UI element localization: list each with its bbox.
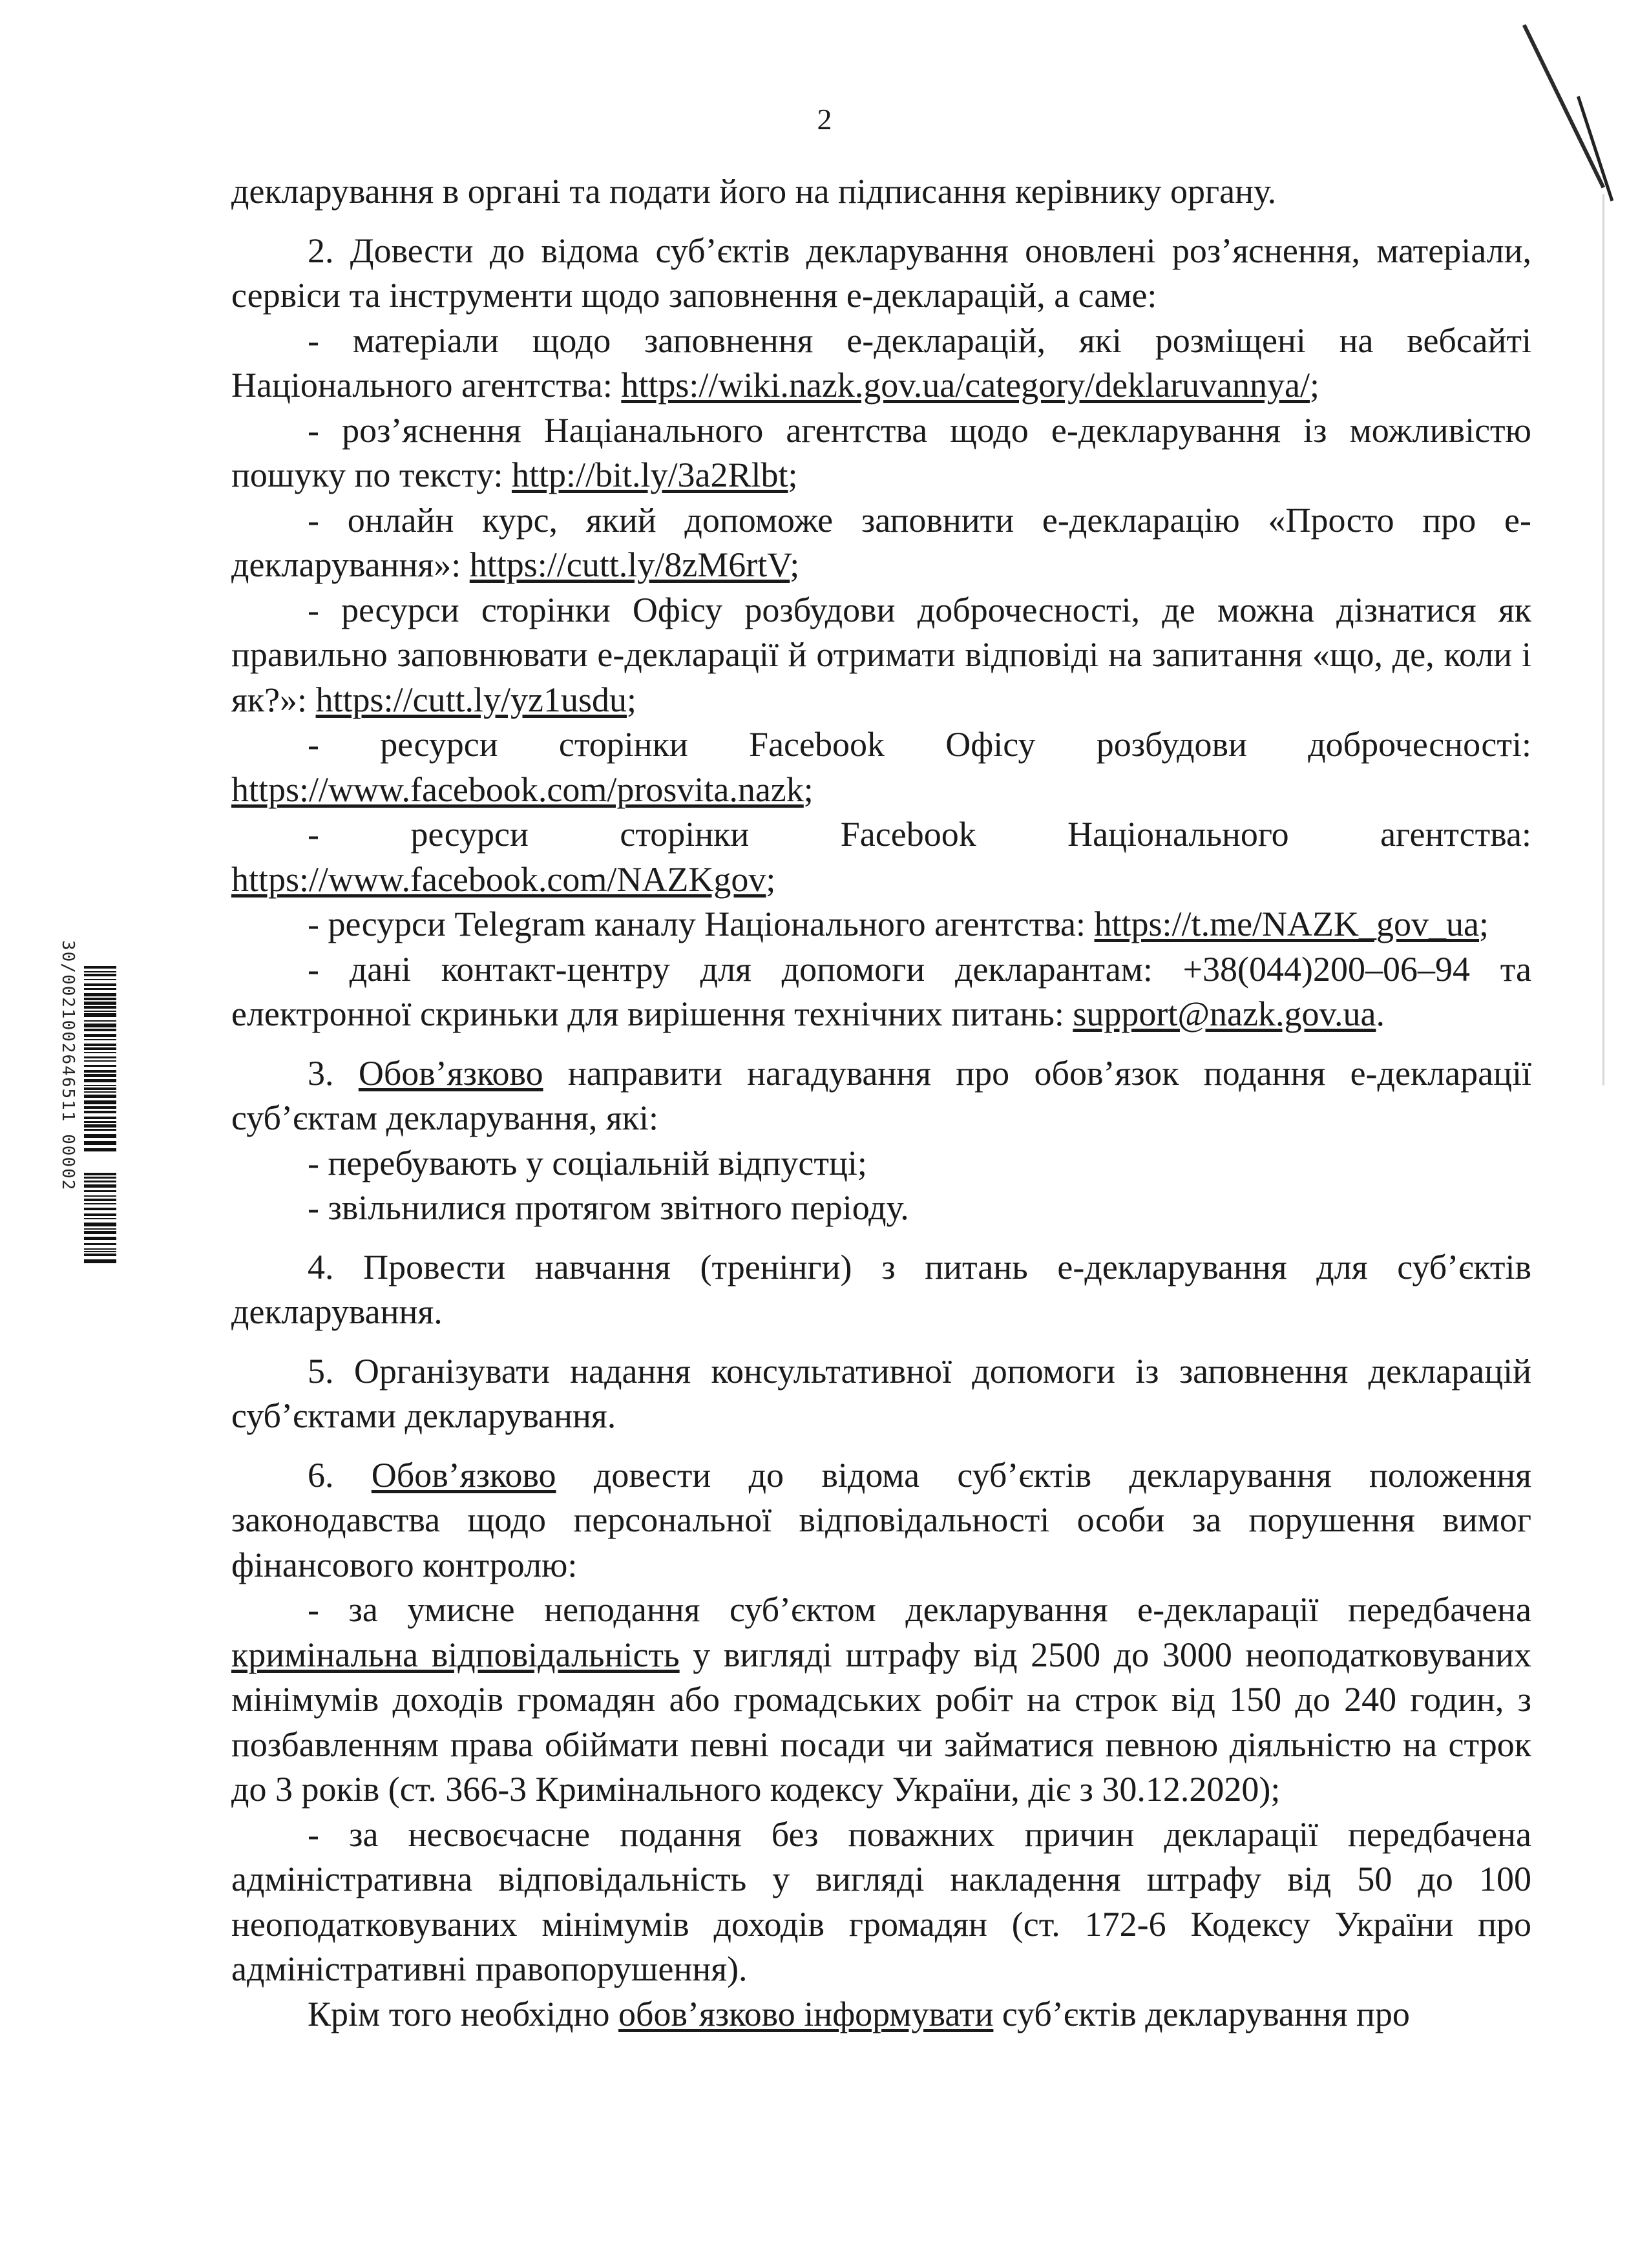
paragraph-text: довести до відома суб’єктів декларування положення законодавства щодо персональної відповідальності особи за порушення вимог фінансового контролю: — [231, 1455, 1531, 1584]
paragraph-text: ; — [1310, 366, 1320, 404]
paragraph-text: 6. — [308, 1455, 372, 1495]
paragraph — [231, 812, 1531, 902]
paragraph — [231, 408, 1531, 498]
paragraph-text: ; — [803, 770, 814, 809]
document-link[interactable]: https://cutt.ly/yz1usdu — [315, 680, 627, 719]
paragraph-text: 2. Довести до відома суб’єктів декларування оновлені роз’яснення, матеріали, сервіси та інструменти щодо заповнення е-декларацій, а саме: — [231, 231, 1531, 315]
paragraph — [231, 947, 1531, 1037]
paragraph — [231, 1453, 1531, 1588]
paragraph-text: ; — [1478, 905, 1489, 943]
document-link[interactable]: http://bit.ly/3a2Rlbt — [511, 456, 788, 494]
paragraph — [231, 1141, 1531, 1186]
document-link[interactable]: https://cutt.ly/8zM6rtV — [469, 545, 790, 584]
paragraph-text: - роз’яснення Націанального агентства щодо е-декларування із можливістю пошуку по тексту: — [231, 410, 1531, 494]
paragraph — [231, 1588, 1531, 1812]
paragraph-text: - дані контакт-центру для допомоги декларантам: +38(044)200–06–94 та електронної скриньки для вирішення технічних питань: — [231, 949, 1531, 1033]
paragraph — [231, 169, 1531, 215]
underlined-text: Обов’язково — [371, 1455, 556, 1495]
document-body — [231, 169, 1531, 2037]
paragraph — [231, 1051, 1531, 1141]
paragraph-text: 3. — [308, 1053, 359, 1093]
paragraph — [231, 1992, 1531, 2037]
paragraph-text: - онлайн курс, який допоможе заповнити е-декларацію «Просто про е-декларування»: — [231, 500, 1531, 584]
paragraph-text: - матеріали щодо заповнення е-декларацій, які розміщені на вебсайті Національного агентства: — [231, 320, 1531, 404]
paragraph — [231, 498, 1531, 588]
paragraph-text: ; — [788, 456, 798, 494]
page-number: 2 — [817, 103, 832, 136]
barcode-number: 30/0021002646511 00002 — [58, 940, 78, 1192]
paragraph-text: - ресурси Telegram каналу Національного агентства: — [308, 905, 1095, 943]
underlined-text: обов’язково інформувати — [618, 1994, 994, 2033]
paragraph-text: ; — [627, 680, 637, 719]
paragraph-text: направити нагадування про обов’язок подання е-декларації суб’єктам декларування, які: — [231, 1053, 1531, 1137]
paragraph — [231, 722, 1531, 812]
paragraph-text: - ресурси сторінки Офісу розбудови доброчесності, де можна дізнатися як правильно заповнювати е-декларації й отримати відповіді на запитання «що, де, коли і як?»: — [231, 590, 1531, 719]
paragraph-text: - ресурси сторінки Facebook Офісу розбудови доброчесності: — [308, 725, 1531, 764]
paragraph — [231, 902, 1531, 947]
paragraph-text: - за несвоєчасне подання без поважних причин декларації передбачена адміністративна відповідальність у вигляді накладення штрафу від 50 до 100 неоподатковуваних мінімумів доходів громадян (ст. 172-6 Кодексу України про адміністративні правопорушення). — [231, 1814, 1531, 1988]
paragraph-text: - ресурси сторінки Facebook Національного агентства: — [308, 815, 1531, 854]
paragraph-text: декларування в органі та подати його на підписання керівнику органу. — [231, 172, 1277, 211]
paragraph — [231, 1245, 1531, 1335]
paragraph-text: 5. Організувати надання консультативної допомоги із заповнення декларацій суб’єктами декларування. — [231, 1351, 1531, 1435]
paragraph-text: ; — [766, 859, 776, 899]
paragraph-text: Крім того необхідно — [308, 1994, 619, 2033]
paragraph-text: у вигляді штрафу від 2500 до 3000 неоподатковуваних мінімумів доходів громадян або громадських робіт на строк від 150 до 240 годин, з позбавленням права обіймати певні посади чи займатися певною діяльністю на строк до 3 років (ст. 366-3 Кримінального кодексу України, діє з 30.12.2020); — [231, 1635, 1531, 1809]
paragraph-text: - за умисне неподання суб’єктом декларування е-декларації передбачена — [308, 1590, 1531, 1629]
document-link[interactable]: https://wiki.nazk.gov.ua/category/deklaruvannya/ — [621, 366, 1310, 404]
paragraph — [231, 229, 1531, 319]
paragraph-text: - звільнилися протягом звітного періоду. — [308, 1188, 909, 1227]
paragraph — [231, 1186, 1531, 1231]
scan-edge-mark — [1602, 194, 1604, 1086]
paragraph — [231, 319, 1531, 408]
paragraph-text: - перебувають у соціальній відпустці; — [308, 1143, 867, 1182]
paragraph — [231, 588, 1531, 723]
document-link[interactable]: https://www.facebook.com/prosvita.nazk — [231, 770, 804, 809]
document-link[interactable]: support@nazk.gov.ua — [1073, 994, 1376, 1033]
paragraph — [231, 1812, 1531, 1992]
underlined-text: Обов’язково — [358, 1053, 543, 1093]
underlined-text: кримінальна відповідальність — [231, 1635, 680, 1674]
paragraph-text: 4. Провести навчання (тренінги) з питань е-декларування для суб’єктів декларування. — [231, 1247, 1531, 1331]
paragraph — [231, 1349, 1531, 1439]
document-link[interactable]: https://www.facebook.com/NAZKgov — [231, 859, 766, 899]
paragraph-text: суб’єктів декларування про — [993, 1994, 1410, 2033]
paragraph-text: . — [1376, 994, 1385, 1033]
document-link[interactable]: https://t.me/NAZK_gov_ua — [1094, 905, 1479, 943]
paragraph-text: ; — [790, 545, 800, 584]
